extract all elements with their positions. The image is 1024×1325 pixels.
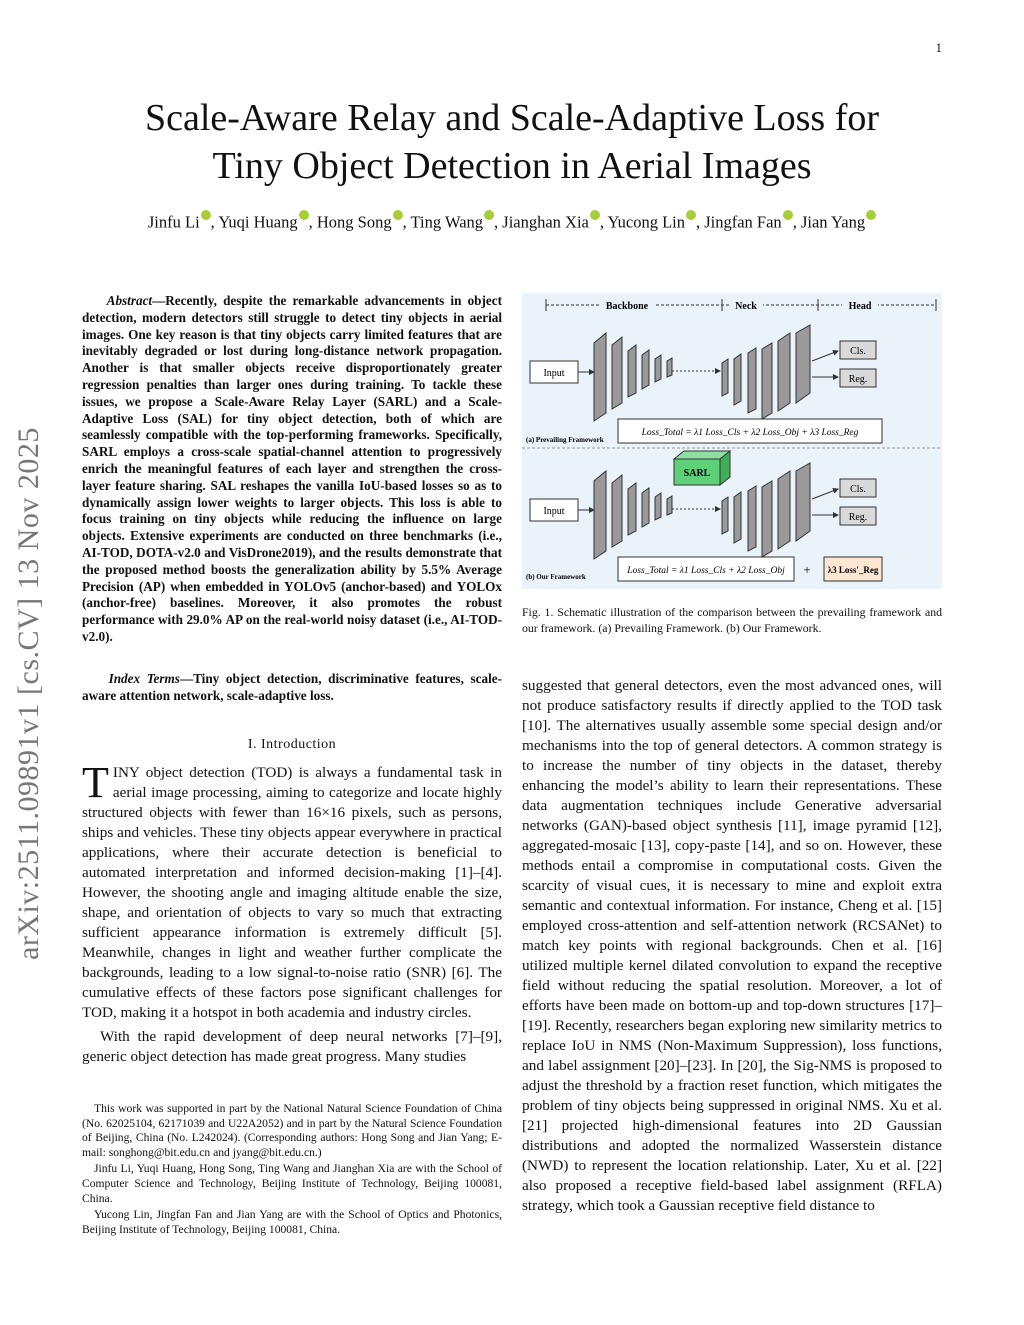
backbone-block (667, 496, 672, 515)
neck-label: Neck (735, 301, 757, 312)
reg-label: Reg. (848, 512, 868, 523)
neck-block (748, 348, 756, 413)
orcid-icon[interactable] (201, 210, 211, 220)
reg-label: Reg. (848, 374, 868, 385)
author-name: Jianghan Xia (502, 212, 589, 232)
page-number: 1 (935, 40, 942, 55)
abstract (82, 293, 502, 646)
backbone-block (594, 471, 606, 559)
neck-block (748, 486, 756, 551)
author-list: Jinfu Li , Yuqi Huang , Hong Song , Ting Wang , Jianghan Xia , Yucong Lin , Jingfan Fan , Jian Yang (0, 211, 1024, 233)
section-heading: I. Introduction (247, 737, 337, 752)
backbone-block (612, 475, 622, 547)
index-terms (82, 671, 502, 705)
neck-block (778, 333, 790, 411)
orcid-icon[interactable] (686, 210, 696, 220)
input-label: Input (543, 506, 565, 517)
right-column-text: suggested that general detectors, even the most advanced ones, will not produce satisfactory results if directly applied to the TOD task [10]. The alternatives usually assemble some special design and/or mechanisms into the top of general detectors. A common strategy is to increase the number of tiny objects in the dataset, thereby enhancing the model’s ability to learn their representations. These data augmentation techniques include Generative adversarial networks (GAN)-based object synthesis [11], image pyramid [12], aggregated-mosaic [13], copy-paste [14], and so on. However, these methods entail a compromise in computational costs. Given the scarcity of visual cues, it is necessary to mine and exploit extra semantic and contextual information. For instance, Cheng et al. [15] employed cross-attention and self-attention network (RCSANet) to match key points with regional backgrounds. Chen et al. [16] utilized multiple kernel dilated convolution to expand the receptive field without reducing the spatial resolution. Moreover, a lot of efforts have been made on bottom-up and top-down structures [17]–[19]. Recently, researchers began exploring new similarity metrics to replace IoU in NMS (Non-Maximum Suppression), loss functions, and label assignment [20]–[23]. In [20], the Sig-NMS is proposed to adjust the threshold by a fraction reset function, which mitigates the problem of tiny objects being suppressed in original NMS. Xu et al. [21] projected high-dimensional features into 2D Gaussian distributions and adopted the normalized Wasserstein distance (NWD) to represent the location relationship. Later, Xu et al. [22] also proposed a receptive field-based label assignment (RFLA) strategy, which took a Gaussian receptive field distance to (522, 677, 942, 1214)
backbone-block (594, 333, 606, 421)
backbone-block (642, 488, 649, 527)
author-name: Hong Song (316, 212, 392, 232)
orcid-icon[interactable] (484, 210, 494, 220)
index-terms-text: —Tiny object detection, discriminative features, scale-aware attention network, scale-adaptive loss. (82, 671, 502, 703)
author-name: Jinfu Li (147, 212, 200, 232)
title-line-2: Tiny Object Detection in Aerial Images (212, 145, 812, 187)
panel-b-label: (b) Our Framework (526, 573, 586, 581)
scale-adaptive-loss-label: λ3 Loss'_Reg (827, 565, 879, 575)
neck-block (762, 481, 772, 557)
backbone-block (655, 355, 661, 382)
orcid-icon[interactable] (590, 210, 600, 220)
intro-text-1: object detection (TOD) is always a fundamental task in aerial image processing, aiming to categorize and locate highly structured objects with fewer than 16×16 pixels, such as persons, ships and vehicles. These tiny objects appear everywhere in practical applications, where their accurate detection is beneficial to automated interpretation and informed decision-making [1]–[4]. However, the shooting angle and imaging altitude enable the size, shape, and orientation of objects to vary so much that extracting sufficient appearance information is extremely difficult [5]. Meanwhile, changes in light and weather further complicate the backgrounds, leading to a low signal-to-noise ratio (SNR) [6]. The cumulative effects of these factors pose significant challenges for TOD, making it a hotspot in both academia and industry circles. (82, 764, 502, 1021)
panel-a-label: (a) Prevailing Framework (526, 436, 604, 444)
intro-first-word: INY (112, 764, 140, 781)
backbone-block (667, 358, 672, 377)
loss-formula-a: Loss_Total = λ1 Loss_Cls + λ2 Loss_Obj + λ3 Loss_Reg (641, 428, 859, 438)
orcid-icon[interactable] (783, 210, 793, 220)
loss-formula-b: Loss_Total = λ1 Loss_Cls + λ2 Loss_Obj (627, 566, 785, 576)
neck-block (762, 343, 772, 419)
footnotes (82, 1102, 502, 1239)
backbone-block (655, 493, 661, 520)
panel-our-framework (526, 451, 882, 581)
neck-block (796, 463, 810, 541)
neck-block (778, 471, 790, 549)
backbone-block (612, 337, 622, 409)
backbone-label: Backbone (605, 301, 649, 312)
author-name: Ting Wang (410, 212, 484, 232)
neck-block (722, 359, 728, 396)
framework-figure (522, 293, 942, 589)
plus-sign: + (803, 562, 811, 577)
backbone-block (628, 345, 636, 397)
panel-prevailing-framework (526, 325, 882, 444)
neck-block (734, 492, 741, 543)
footnote-affiliation-2: Yucong Lin, Jingfan Fan and Jian Yang are with the School of Optics and Photonics, Beijing Institute of Technology, Beijing 100081, China. (82, 1208, 502, 1236)
footnote-funding: This work was supported in part by the National Natural Science Foundation of China (No. 62025104, 62171039 and U22A2052) and in part by the Natural Science Foundation of Beijing, China (No. L242024). (Corresponding authors: Hong Song and Jian Yang; E-mail: songhong@bit.edu.cn and jyang@bit.edu.cn.) (82, 1102, 502, 1159)
backbone-block (642, 350, 649, 389)
framework-diagram (522, 293, 942, 589)
author-name: Jian Yang (800, 212, 866, 232)
author-name: Yucong Lin (607, 212, 685, 232)
title-line-1: Scale-Aware Relay and Scale-Adaptive Loss for (144, 97, 880, 139)
neck-block (734, 354, 741, 405)
author-name: Jingfan Fan (704, 212, 782, 232)
paper-title (0, 94, 1024, 190)
backbone-block (628, 483, 636, 535)
arxiv-identifier: arXiv:2511.09891v1 [cs.CV] 13 Nov 2025 (12, 427, 45, 960)
intro-paragraph-1 (82, 758, 502, 1023)
orcid-icon[interactable] (866, 210, 876, 220)
input-label: Input (543, 368, 565, 379)
abstract-label: Abstract (106, 293, 153, 308)
cls-label: Cls. (850, 346, 866, 357)
neck-block (722, 497, 728, 534)
abstract-text: —Recently, despite the remarkable advancements in object detection, modern detectors still struggle to detect tiny objects in aerial images. One key reason is that tiny objects carry limited features that are inevitably degraded or lost during long-distance network propagation. Another is that smaller objects receive disproportionately greater regression penalties than larger ones during training. To tackle these issues, we propose a Scale-Aware Relay Layer (SARL) and a Scale-Adaptive Loss (SAL) for tiny object detection, both of which are seamlessly compatible with the top-performing frameworks. Specifically, SARL employs a cross-scale spatial-channel attention to progressively enrich the meaningful features of each layer and strengthen the cross-layer feature sharing. SAL reshapes the vanilla IoU-based losses so as to dynamically assign lower weights to larger objects. This loss is able to focus training on tiny objects while reducing the influence on large objects. Extensive experiments are conducted on three benchmarks (i.e., AI-TOD, DOTA-v2.0 and VisDrone2019), and the results demonstrate that the proposed method boosts the generalization ability by 5.5% Average Precision (AP) when embedded in YOLOv5 (anchor-based) and YOLOx (anchor-free) baselines. Moreover, it also promotes the robust performance with 29.0% AP on the real-world noisy dataset (i.e., AI-TOD-v2.0). (82, 293, 502, 644)
footnote-affiliation-1: Jinfu Li, Yuqi Huang, Hong Song, Ting Wang and Jianghan Xia are with the School of Computer Science and Technology, Beijing Institute of Technology, Beijing 100081, China. (82, 1162, 502, 1205)
neck-block (796, 325, 810, 403)
intro-paragraph-2: With the rapid development of deep neural networks [7]–[9], generic object detection has made great progress. Many studies (82, 1028, 502, 1065)
index-terms-label: Index Terms (108, 671, 180, 686)
orcid-icon[interactable] (393, 210, 403, 220)
author-name: Yuqi Huang (218, 212, 298, 232)
cls-label: Cls. (850, 484, 866, 495)
head-label: Head (848, 301, 872, 312)
introduction-body (82, 758, 502, 1067)
orcid-icon[interactable] (299, 210, 309, 220)
figure-caption: Fig. 1. Schematic illustration of the comparison between the prevailing framework and our framework. (a) Prevailing Framework. (b) Our Framework. (522, 605, 942, 635)
drop-cap: T (82, 758, 109, 807)
sarl-label: SARL (683, 468, 711, 479)
